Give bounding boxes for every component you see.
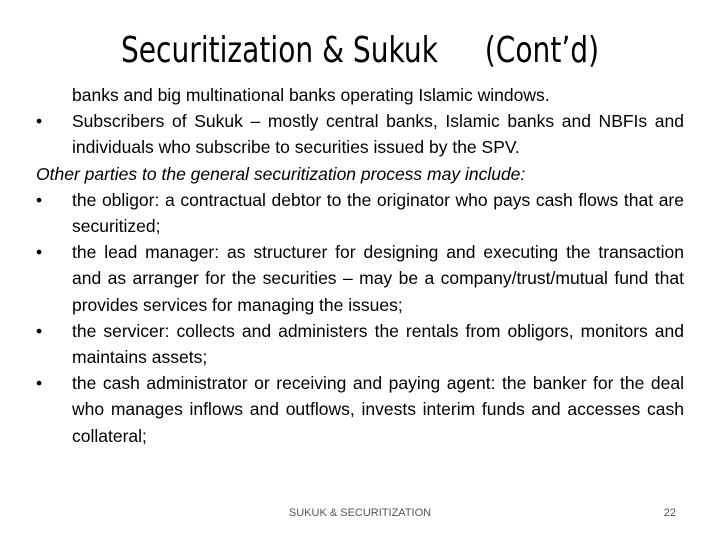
slide-title [79, 30, 641, 71]
bullet-text: the servicer: collects and administers the rentals from obligors, monitors and maintains assets; [72, 320, 684, 368]
bullet-item-subscribers [36, 108, 684, 160]
bullet-text: the cash administrator or receiving and paying agent: the banker for the deal who manages inflows and outflows, invests interim funds and accesses cash collateral; [72, 373, 684, 446]
slide-title-main: Securitization & Sukuk [120, 30, 438, 71]
bullet-item-cash-administrator [36, 370, 684, 449]
footer-label: SUKUK & SECURITIZATION [288, 507, 432, 519]
page-number: 22 [663, 507, 676, 519]
bullet-icon: • [36, 189, 43, 210]
bullet-icon: • [36, 111, 43, 132]
continuation-text: banks and big multinational banks operating Islamic windows. [72, 85, 550, 105]
bullet-text: the obligor: a contractual debtor to the originator who pays cash flows that are securitized; [72, 189, 684, 237]
other-parties-heading: Other parties to the general securitization process may include: [36, 163, 526, 184]
bullet-text: Subscribers of Sukuk – mostly central banks, Islamic banks and NBFIs and individuals who subscribe to securities issued by the SPV. [72, 111, 684, 158]
bullet-icon: • [36, 320, 43, 341]
bullet-item-servicer [36, 318, 684, 370]
slide-title-suffix: (Cont’d) [484, 30, 600, 71]
bullet-item-obligor [36, 187, 684, 239]
bullet-icon: • [36, 373, 43, 394]
bullet-text: the lead manager: as structurer for designing and executing the transaction and as arranger for the securities – may be a company/trust/mutual fund that provides services for managing the issues; [72, 242, 684, 315]
bullet-item-lead-manager [36, 239, 684, 318]
bullet-icon: • [36, 242, 43, 263]
slide-body [36, 82, 684, 449]
